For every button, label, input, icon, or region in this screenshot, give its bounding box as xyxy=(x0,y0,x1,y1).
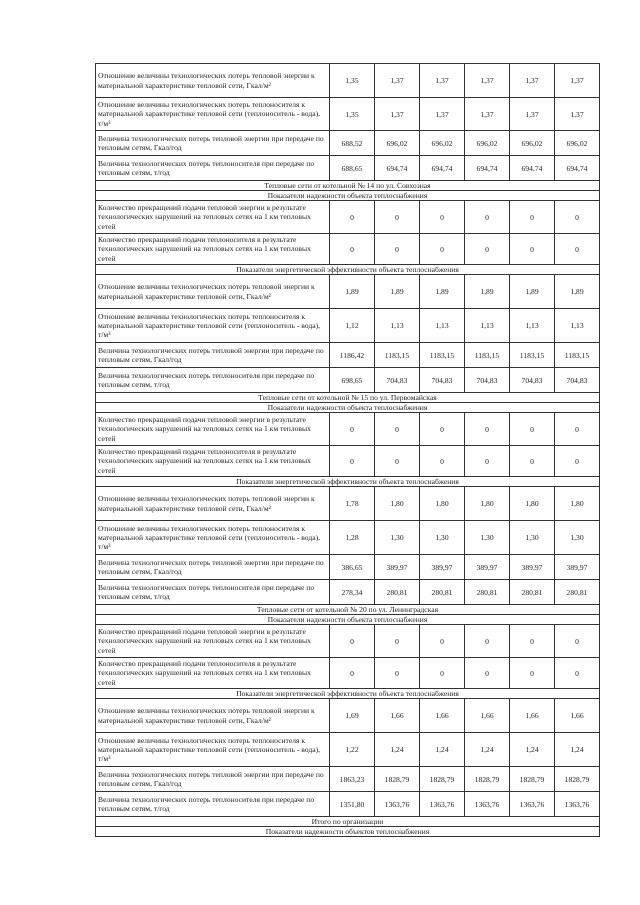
table-row xyxy=(96,98,600,131)
section-title: Показатели надежности объекта теплоснабжения xyxy=(96,403,600,413)
section-header-row xyxy=(96,605,600,615)
table-row xyxy=(96,733,600,767)
value-cell: 280,81 xyxy=(375,580,420,605)
value-cell: 0 xyxy=(375,658,420,689)
value-cell: 694,74 xyxy=(510,156,555,181)
value-cell: 1,89 xyxy=(375,275,420,309)
indicator-label: Величина технологических потерь теплоносителя при передаче по тепловым сетям, т/год xyxy=(96,580,330,605)
value-cell: 1,80 xyxy=(555,487,600,521)
value-cell: 696,02 xyxy=(465,131,510,156)
value-cell: 1828,79 xyxy=(420,767,465,792)
value-cell: 0 xyxy=(465,201,510,234)
value-cell: 1,24 xyxy=(375,733,420,767)
indicator-label: Отношение величины технологических потерь теплоносителя к материальной характеристике тепловой сети (теплоноситель - вода), т/м³ xyxy=(96,309,330,343)
value-cell: 1,37 xyxy=(375,98,420,131)
value-cell: 0 xyxy=(510,446,555,477)
indicator-label: Отношение величины технологических потерь тепловой энергии к материальной характеристике тепловой сети, Гкал/м² xyxy=(96,64,330,98)
section-header-row xyxy=(96,827,600,837)
value-cell: 1,30 xyxy=(420,521,465,555)
section-title: Показатели энергетической эффективности объекта теплоснабжения xyxy=(96,689,600,699)
section-title: Тепловые сети от котельной № 14 по ул. Совхозная xyxy=(96,181,600,191)
value-cell: 1363,76 xyxy=(510,792,555,817)
value-cell: 278,34 xyxy=(330,580,375,605)
value-cell: 0 xyxy=(465,658,510,689)
value-cell: 1363,76 xyxy=(420,792,465,817)
value-cell: 1363,76 xyxy=(375,792,420,817)
value-cell: 1828,79 xyxy=(375,767,420,792)
table-row xyxy=(96,275,600,309)
value-cell: 1828,79 xyxy=(465,767,510,792)
section-header-row xyxy=(96,403,600,413)
value-cell: 1,35 xyxy=(330,64,375,98)
indicator-label: Величина технологических потерь тепловой энергии при передаче по тепловым сетям, Гкал/год xyxy=(96,343,330,368)
value-cell: 1,37 xyxy=(420,64,465,98)
value-cell: 0 xyxy=(330,658,375,689)
value-cell: 704,83 xyxy=(375,368,420,393)
value-cell: 0 xyxy=(375,446,420,477)
value-cell: 1183,15 xyxy=(375,343,420,368)
value-cell: 0 xyxy=(420,413,465,446)
table-row xyxy=(96,487,600,521)
section-header-row xyxy=(96,265,600,275)
section-title: Показатели надежности объекта теплоснабжения xyxy=(96,191,600,201)
value-cell: 1,89 xyxy=(465,275,510,309)
value-cell: 0 xyxy=(510,234,555,265)
value-cell: 0 xyxy=(375,625,420,658)
value-cell: 1,69 xyxy=(330,699,375,733)
value-cell: 389,97 xyxy=(420,555,465,580)
value-cell: 389,97 xyxy=(510,555,555,580)
value-cell: 0 xyxy=(555,201,600,234)
table-row xyxy=(96,521,600,555)
section-title: Тепловые сети от котельной № 15 по ул. Первомайская xyxy=(96,393,600,403)
value-cell: 1,80 xyxy=(465,487,510,521)
value-cell: 1,78 xyxy=(330,487,375,521)
indicator-label: Отношение величины технологических потерь тепловой энергии к материальной характеристике тепловой сети, Гкал/м² xyxy=(96,699,330,733)
value-cell: 0 xyxy=(465,625,510,658)
value-cell: 0 xyxy=(465,234,510,265)
value-cell: 0 xyxy=(420,201,465,234)
table-row xyxy=(96,156,600,181)
value-cell: 1,80 xyxy=(510,487,555,521)
value-cell: 280,81 xyxy=(465,580,510,605)
value-cell: 1,66 xyxy=(420,699,465,733)
value-cell: 1,30 xyxy=(375,521,420,555)
value-cell: 688,52 xyxy=(330,131,375,156)
value-cell: 704,83 xyxy=(465,368,510,393)
table-row xyxy=(96,792,600,817)
section-title: Показатели надежности объектов теплоснабжения xyxy=(96,827,600,837)
table-row xyxy=(96,309,600,343)
value-cell: 1,66 xyxy=(510,699,555,733)
table-row xyxy=(96,767,600,792)
value-cell: 1,30 xyxy=(465,521,510,555)
indicators-table xyxy=(95,63,600,837)
value-cell: 1,66 xyxy=(375,699,420,733)
value-cell: 0 xyxy=(510,201,555,234)
value-cell: 1,28 xyxy=(330,521,375,555)
value-cell: 1363,76 xyxy=(555,792,600,817)
value-cell: 1,89 xyxy=(510,275,555,309)
document-page xyxy=(95,63,599,837)
table-row xyxy=(96,580,600,605)
value-cell: 1,89 xyxy=(330,275,375,309)
value-cell: 1,37 xyxy=(555,98,600,131)
section-header-row xyxy=(96,615,600,625)
value-cell: 1186,42 xyxy=(330,343,375,368)
table-row xyxy=(96,201,600,234)
value-cell: 1828,79 xyxy=(555,767,600,792)
table-row xyxy=(96,131,600,156)
value-cell: 704,83 xyxy=(420,368,465,393)
indicator-label: Отношение величины технологических потерь теплоносителя к материальной характеристике тепловой сети (теплоноситель - вода), т/м³ xyxy=(96,733,330,767)
value-cell: 696,02 xyxy=(420,131,465,156)
value-cell: 0 xyxy=(420,658,465,689)
value-cell: 0 xyxy=(375,201,420,234)
value-cell: 1,66 xyxy=(555,699,600,733)
value-cell: 1,13 xyxy=(555,309,600,343)
value-cell: 1,37 xyxy=(555,64,600,98)
value-cell: 1,37 xyxy=(420,98,465,131)
table-row xyxy=(96,343,600,368)
indicator-label: Величина технологических потерь тепловой энергии при передаче по тепловым сетям, Гкал/год xyxy=(96,555,330,580)
value-cell: 1183,15 xyxy=(555,343,600,368)
value-cell: 1351,80 xyxy=(330,792,375,817)
value-cell: 0 xyxy=(375,413,420,446)
table-row xyxy=(96,234,600,265)
value-cell: 0 xyxy=(420,446,465,477)
table-row xyxy=(96,446,600,477)
section-title: Показатели надежности объекта теплоснабжения xyxy=(96,615,600,625)
value-cell: 694,74 xyxy=(375,156,420,181)
value-cell: 1,80 xyxy=(420,487,465,521)
value-cell: 386,65 xyxy=(330,555,375,580)
indicator-label: Количество прекращений подачи тепловой энергии в результате технологических нарушений на тепловых сетях на 1 км тепловых сетей xyxy=(96,413,330,446)
section-header-row xyxy=(96,181,600,191)
value-cell: 389,97 xyxy=(375,555,420,580)
section-header-row xyxy=(96,689,600,699)
value-cell: 694,74 xyxy=(555,156,600,181)
section-header-row xyxy=(96,817,600,827)
section-header-row xyxy=(96,191,600,201)
indicator-label: Отношение величины технологических потерь теплоносителя к материальной характеристике тепловой сети (теплоноситель - вода), т/м³ xyxy=(96,521,330,555)
value-cell: 1,37 xyxy=(465,64,510,98)
value-cell: 1,13 xyxy=(375,309,420,343)
indicator-label: Величина технологических потерь тепловой энергии при передаче по тепловым сетям, Гкал/год xyxy=(96,767,330,792)
value-cell: 1,37 xyxy=(510,64,555,98)
value-cell: 1,66 xyxy=(465,699,510,733)
indicator-label: Количество прекращений подачи тепловой энергии в результате технологических нарушений на тепловых сетях на 1 км тепловых сетей xyxy=(96,201,330,234)
value-cell: 0 xyxy=(330,446,375,477)
value-cell: 0 xyxy=(510,413,555,446)
value-cell: 1,89 xyxy=(420,275,465,309)
section-title: Итого по организации xyxy=(96,817,600,827)
value-cell: 696,02 xyxy=(510,131,555,156)
value-cell: 1,24 xyxy=(420,733,465,767)
value-cell: 0 xyxy=(330,413,375,446)
value-cell: 1,89 xyxy=(555,275,600,309)
value-cell: 1,24 xyxy=(555,733,600,767)
value-cell: 1,37 xyxy=(510,98,555,131)
value-cell: 0 xyxy=(330,625,375,658)
value-cell: 0 xyxy=(330,201,375,234)
table-row xyxy=(96,413,600,446)
value-cell: 1183,15 xyxy=(510,343,555,368)
value-cell: 1183,15 xyxy=(420,343,465,368)
value-cell: 1,13 xyxy=(420,309,465,343)
value-cell: 0 xyxy=(555,625,600,658)
value-cell: 280,81 xyxy=(555,580,600,605)
indicator-label: Величина технологических потерь тепловой энергии при передаче по тепловым сетям, Гкал/год xyxy=(96,131,330,156)
value-cell: 0 xyxy=(465,446,510,477)
value-cell: 694,74 xyxy=(465,156,510,181)
value-cell: 704,83 xyxy=(510,368,555,393)
value-cell: 1,37 xyxy=(375,64,420,98)
value-cell: 1,24 xyxy=(465,733,510,767)
value-cell: 694,74 xyxy=(420,156,465,181)
value-cell: 1363,76 xyxy=(465,792,510,817)
value-cell: 688,65 xyxy=(330,156,375,181)
indicator-label: Количество прекращений подачи теплоносителя в результате технологических нарушений на тепловых сетях на 1 км тепловых сетей xyxy=(96,658,330,689)
value-cell: 0 xyxy=(510,625,555,658)
table-row xyxy=(96,625,600,658)
value-cell: 389,97 xyxy=(465,555,510,580)
value-cell: 1,12 xyxy=(330,309,375,343)
value-cell: 1,13 xyxy=(510,309,555,343)
value-cell: 0 xyxy=(510,658,555,689)
value-cell: 0 xyxy=(555,413,600,446)
value-cell: 1863,23 xyxy=(330,767,375,792)
value-cell: 0 xyxy=(555,658,600,689)
value-cell: 1,13 xyxy=(465,309,510,343)
indicator-label: Величина технологических потерь теплоносителя при передаче по тепловым сетям, т/год xyxy=(96,368,330,393)
section-title: Показатели энергетической эффективности объекта теплоснабжения xyxy=(96,477,600,487)
table-row xyxy=(96,699,600,733)
indicator-label: Отношение величины технологических потерь тепловой энергии к материальной характеристике тепловой сети, Гкал/м² xyxy=(96,487,330,521)
indicator-label: Количество прекращений подачи тепловой энергии в результате технологических нарушений на тепловых сетях на 1 км тепловых сетей xyxy=(96,625,330,658)
indicator-label: Величина технологических потерь теплоносителя при передаче по тепловым сетям, т/год xyxy=(96,792,330,817)
indicator-label: Отношение величины технологических потерь тепловой энергии к материальной характеристике тепловой сети, Гкал/м² xyxy=(96,275,330,309)
table-row xyxy=(96,368,600,393)
value-cell: 280,81 xyxy=(420,580,465,605)
indicator-label: Величина технологических потерь теплоносителя при передаче по тепловым сетям, т/год xyxy=(96,156,330,181)
value-cell: 696,02 xyxy=(555,131,600,156)
section-header-row xyxy=(96,477,600,487)
value-cell: 1,37 xyxy=(465,98,510,131)
indicator-label: Количество прекращений подачи теплоносителя в результате технологических нарушений на тепловых сетях на 1 км тепловых сетей xyxy=(96,234,330,265)
indicator-label: Отношение величины технологических потерь теплоносителя к материальной характеристике тепловой сети (теплоноситель - вода), т/м³ xyxy=(96,98,330,131)
value-cell: 0 xyxy=(420,625,465,658)
value-cell: 1,80 xyxy=(375,487,420,521)
section-header-row xyxy=(96,393,600,403)
value-cell: 704,83 xyxy=(555,368,600,393)
value-cell: 698,65 xyxy=(330,368,375,393)
value-cell: 0 xyxy=(420,234,465,265)
value-cell: 1,30 xyxy=(510,521,555,555)
value-cell: 0 xyxy=(330,234,375,265)
indicator-label: Количество прекращений подачи теплоносителя в результате технологических нарушений на тепловых сетях на 1 км тепловых сетей xyxy=(96,446,330,477)
value-cell: 0 xyxy=(555,234,600,265)
table-row xyxy=(96,555,600,580)
value-cell: 0 xyxy=(375,234,420,265)
value-cell: 280,81 xyxy=(510,580,555,605)
section-title: Тепловые сети от котельной № 20 по ул. Ленинградская xyxy=(96,605,600,615)
value-cell: 1,24 xyxy=(510,733,555,767)
value-cell: 696,02 xyxy=(375,131,420,156)
value-cell: 1,30 xyxy=(555,521,600,555)
value-cell: 1183,15 xyxy=(465,343,510,368)
value-cell: 1,22 xyxy=(330,733,375,767)
value-cell: 1,35 xyxy=(330,98,375,131)
section-title: Показатели энергетической эффективности объекта теплоснабжения xyxy=(96,265,600,275)
table-row xyxy=(96,64,600,98)
value-cell: 0 xyxy=(555,446,600,477)
value-cell: 389,97 xyxy=(555,555,600,580)
value-cell: 1828,79 xyxy=(510,767,555,792)
table-row xyxy=(96,658,600,689)
value-cell: 0 xyxy=(465,413,510,446)
